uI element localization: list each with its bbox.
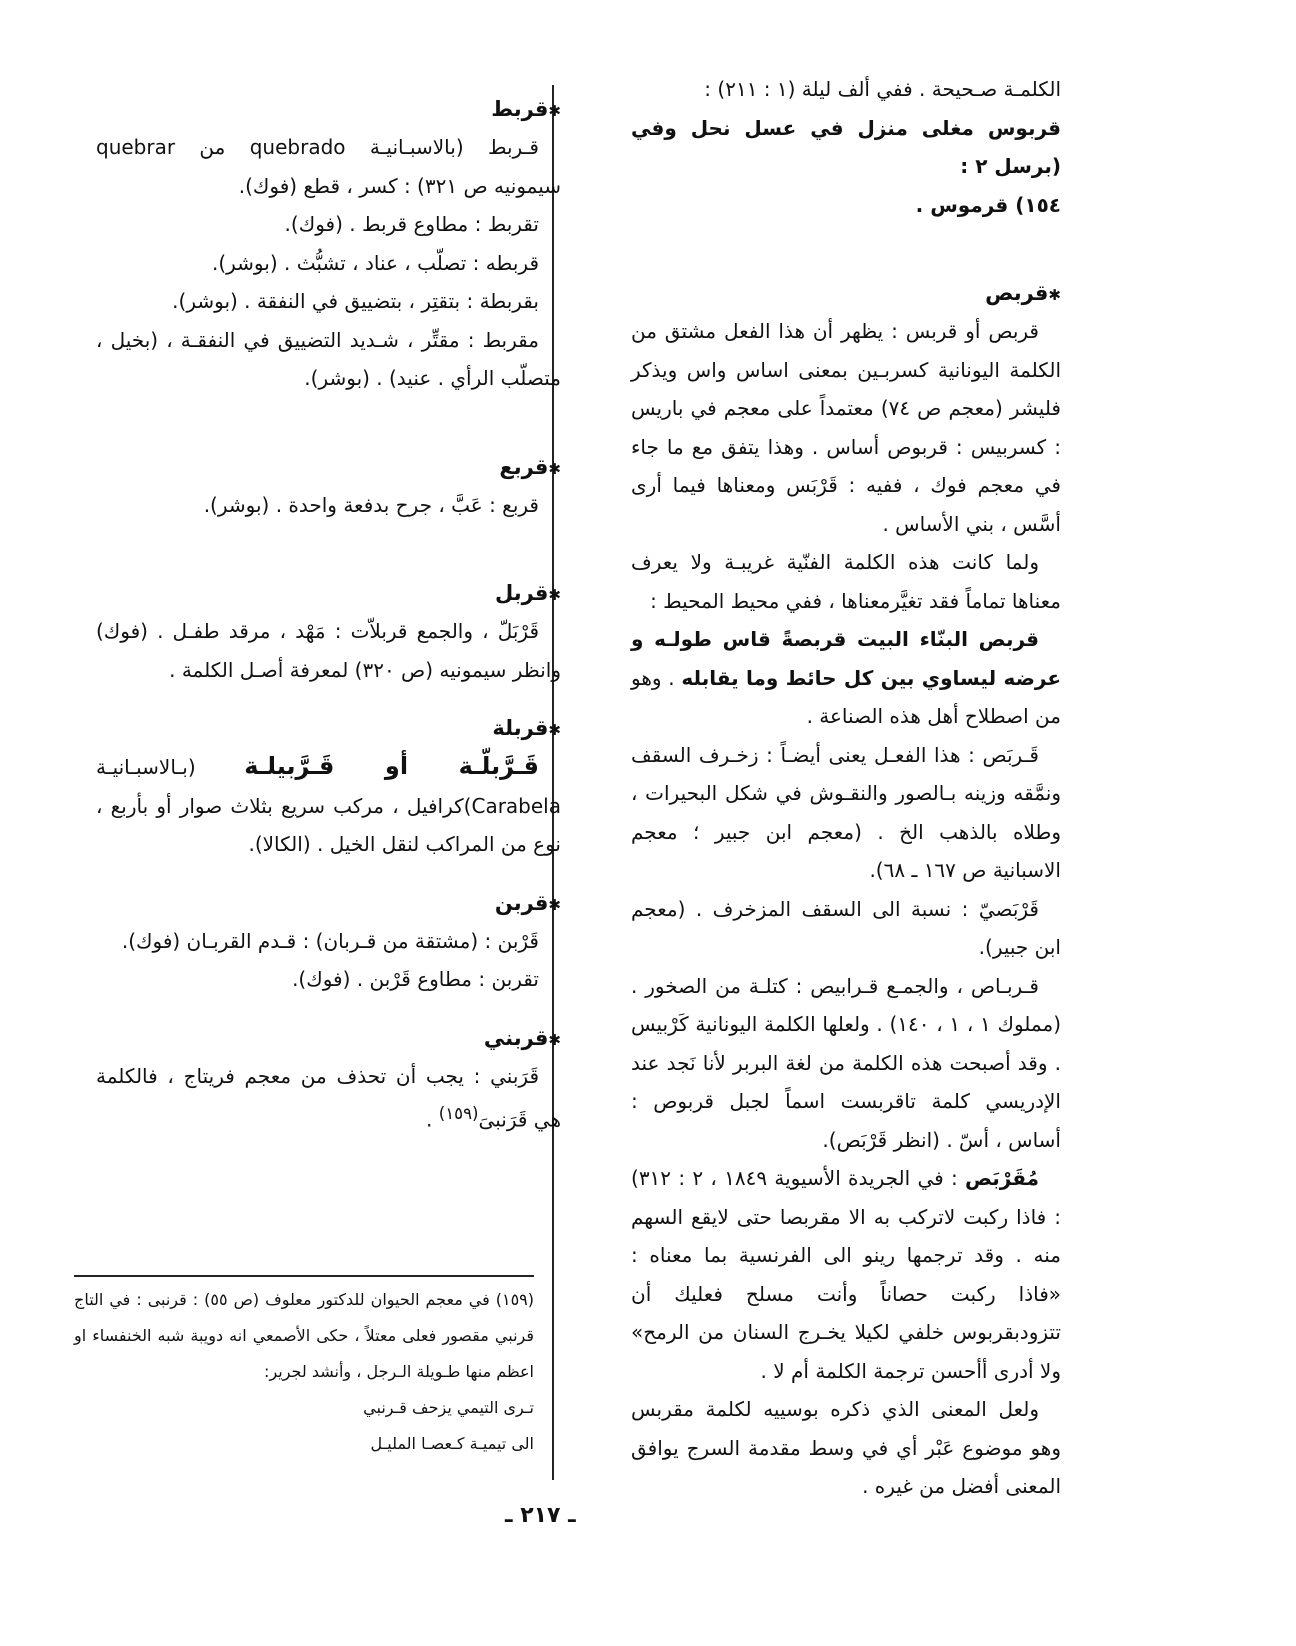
paragraph: قَرْبَصيّ : نسبة الى السقف المزخرف . (معجم ابن جبير). (631, 896, 1061, 959)
entry-heading-qarbas: ✱ قربص (631, 276, 1061, 312)
paragraph-text: : في الجريدة الأسيوية ١٨٤٩ ، ٢ : ٣١٢) : فاذا ركبت لاتركب به الا مقربصا حتى لايقع السهم منه . وقد ترجمها رينو الى الفرنسية بما معناه : «فاذا ركبت حصاناً وأنت مسلح فعليك أن تتزودبقربوس خلفي لكيلا يخـرج السنان من الرمح» ولا أدرى أأحسن ترجمة الكلمة أم لا . (631, 1166, 1061, 1383)
entry-heading-qarbala: ✱ قربلة (96, 711, 561, 747)
paragraph (631, 1159, 1061, 1390)
paragraph: قربطه : تصلّب ، عناد ، تشبُّث . (بوشر). (211, 250, 539, 275)
bold-quote: ١٥٤) قرموس . (915, 192, 1061, 217)
paragraph: ولما كانت هذه الكلمة الفنّية غريبـة ولا يعرف معناها تماماً فقد تغيَّرمعناها ، ففي محيط المحيط : (631, 550, 1061, 613)
paragraph: ولعل المعنى الذي ذكره بوسييه لكلمة مقربس وهو موضوع عَبْر أي في وسط مقدمة السرج يوافق المعنى أفضل من غيره . (631, 1397, 1061, 1498)
paragraph: قَرْبن : (مشتقة من قـربان) : قـدم القربـان (فوك). (121, 928, 539, 953)
spacer (96, 398, 561, 428)
footnotes (74, 1282, 534, 1462)
bold-term: قَـرَّبلّـة أو قَـرَّبيلـة (244, 752, 540, 780)
paragraph: تقربن : مطاوع قَرْبن . (فوك). (292, 967, 539, 991)
entry-heading-qarbat: ✱ قربط (96, 92, 561, 128)
paragraph (96, 1057, 561, 1140)
paragraph: قَرْبَلّ ، والجمع قربلاّت : مَهْد ، مرقد طفـل . (فوك) وانظر سيمونيه (ص ٣٢٠) لمعرفة أصـل الكلمة . (96, 619, 561, 682)
paragraph: قربع : عَبَّ ، جرح بدفعة واحدة . (بوشر). (203, 492, 539, 517)
paragraph: قـربـاص ، والجمـع قـرابيص : كتلـة من الصخور . (مملوك ١ ، ١ ، ١٤٠) . ولعلها الكلمة اليونانية كَرْبيس . وقد أصبحت هذه الكلمة من لغة البربر لأنا نَجد عند الإدريسي كلمة تاقربست اسماً لجبل قربوص : أساس ، أسّ . (انظر قَرْبَص). (631, 973, 1062, 1152)
paragraph: تقربط : مطاوع قربط . (فوك). (284, 212, 539, 236)
paragraph-text: . وهو من اصطلاح أهل هذه الصناعة . (631, 665, 1061, 728)
paragraph-text: . (425, 1107, 439, 1132)
paragraph (631, 620, 1061, 736)
footnote: (١٥٩) في معجم الحيوان للدكتور معلوف (ص ٥٥) : قرنبى : في التاج قرنبي مقصور فعلى معتلاً ، حكى الأصمعي انه دويبة شبه الخنفساء او اعظم منها طـويلة الـرجل ، وأنشد لجرير: (74, 1290, 535, 1381)
paragraph: بقربطة : بتقتِر ، بتضييق في النفقة . (بوشر). (172, 289, 539, 313)
paragraph: قـربط (بالاسبـانيـة quebrado من quebrar سيمونيه ص ٣٢١) : كسر ، قطع (فوك). (96, 135, 561, 198)
spacer (96, 524, 561, 554)
entry-heading-qarbal: ✱ قربل (96, 576, 561, 612)
paragraph: قربص أو قربس : يظهر أن هذا الفعل مشتق من الكلمة اليونانية كسربـين بمعنى اساس واس ويذكر فليشر (معجم ص ٧٤) معتمداً على معجم في باريس : كسربيس : قربوص أساس . وهذا يتفق مع ما جاء في معجم فوك ، ففيه : قَرْبَس ومعناها فيما أرى أسَّس ، بني الأساس . (631, 319, 1061, 536)
footnote-rule (74, 1275, 534, 1277)
paragraph (631, 109, 1061, 186)
right-column (631, 70, 1061, 1506)
footnote-verse: الى تيميـة كـعصـا المليـل (370, 1434, 534, 1453)
paragraph: قَـربَص : هذا الفعـل يعنى أيضـاً : زخـرف السقف ونمَّقه وزينه بـالصور والنقـوش في شكل البحيرات ، وطلاه بالذهب الخ . (معجم ابن جبير ؛ معجم الاسبانية ص ١٦٧ ـ ٦٨). (631, 742, 1061, 882)
spacer (631, 224, 1061, 254)
paragraph: مقربط : مقتِّر ، شـديد التضييق في النفقـة ، (بخيل ، متصلّب الرأي . عنيد) . (بوشر). (96, 327, 561, 390)
left-column (96, 70, 561, 1139)
entry-heading-qarbani: ✱ قربني (96, 1021, 561, 1057)
entry-heading-qarba: ✱ قربع (96, 450, 561, 486)
bold-term: مُقَرْبَص (965, 1166, 1040, 1190)
footnote-verse: تـرى التيمي يزحف قـرنبي (363, 1398, 534, 1417)
footnote-ref[interactable]: (١٥٩) (438, 1104, 479, 1123)
paragraph-text: (بـالاسبـانيـة Carabela)كرافيل ، مركب سريع بثلاث صوار أو بأربع ، نوع من المراكب لنقل الخيل . (الكالا). (96, 755, 561, 856)
bold-quote: قربوس مغلى منزل في عسل نحل وفي (برسل ٢ : (631, 115, 1061, 178)
entry-heading-qarban: ✱ قربن (96, 886, 561, 922)
page-number: ـ ٢١٧ ـ (505, 1503, 576, 1528)
paragraph: الكلمـة صـحيحة . ففي ألف ليلة (١ : ٢١١) : (704, 77, 1061, 101)
paragraph (631, 186, 1061, 225)
paragraph-text: قَرَبني : يجب أن تحذف من معجم فريتاج ، فالكلمة هي قَرَنبىَ (96, 1063, 561, 1132)
paragraph (96, 747, 561, 864)
bold-quote: قربص البنّاء البيت قربصةً قاس طولـه و عرضه ليساوي بين كل حائط وما يقابله (631, 627, 1062, 690)
